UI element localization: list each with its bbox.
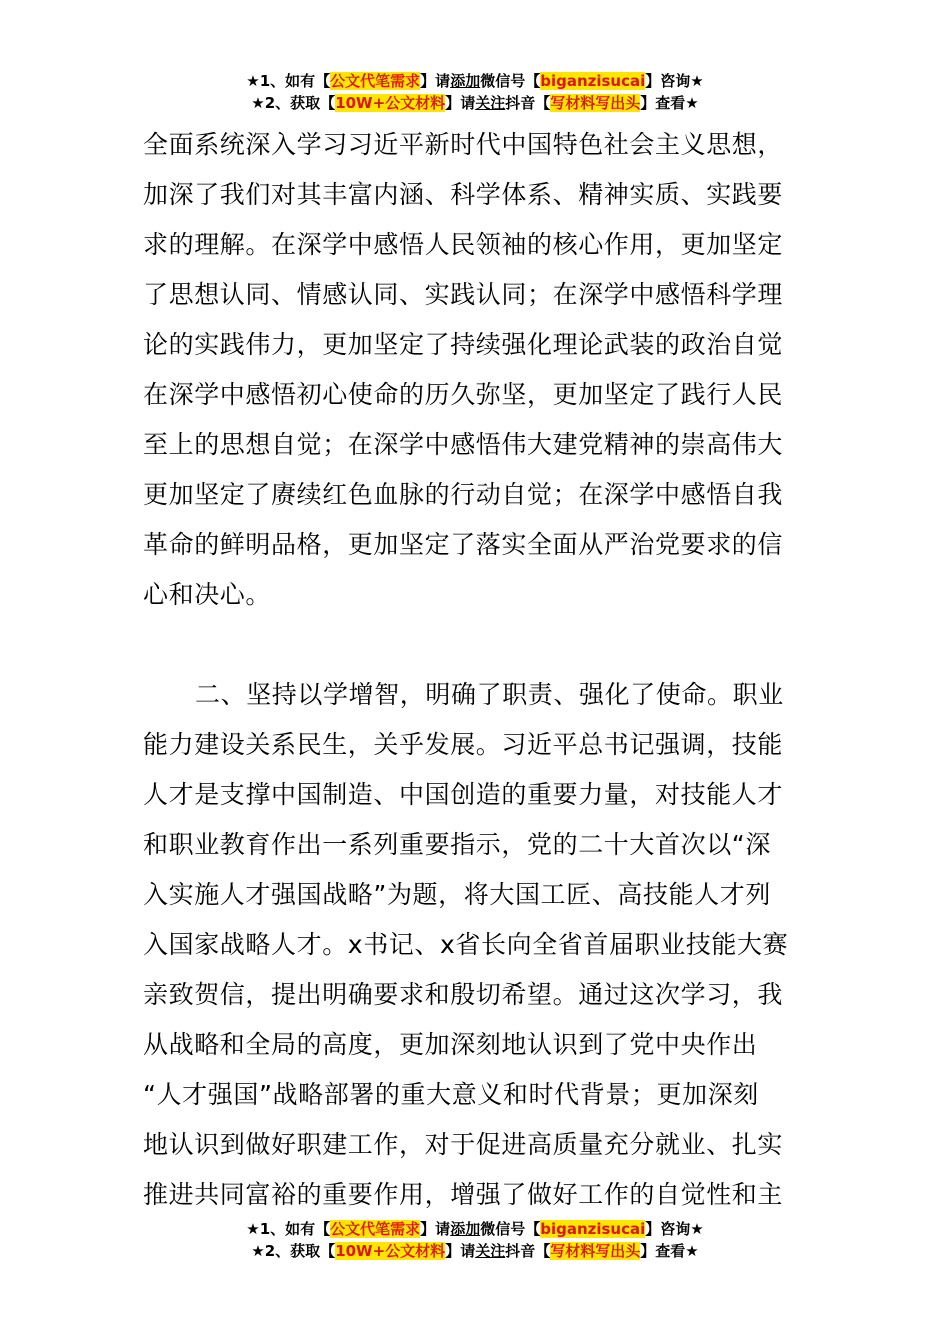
- text-line: 入实施人才强国战略”为题，将大国工匠、高技能人才列: [143, 880, 771, 909]
- banner-text: 微信号【: [480, 1220, 541, 1238]
- text-line: 了思想认同、情感认同、实践认同；在深学中感悟科学理: [143, 280, 784, 309]
- banner-highlight: biganzisucai: [540, 72, 646, 90]
- banner-highlight: 公文代笔需求: [330, 1220, 421, 1238]
- banner-text: ★2、获取【: [251, 1242, 336, 1260]
- banner-underlined: 关注: [475, 1242, 506, 1260]
- banner-text: 】请: [445, 94, 476, 112]
- banner-text: 】请: [445, 1242, 476, 1260]
- banner-text: 】咨询★: [645, 1220, 704, 1238]
- text-line: 至上的思想自觉；在深学中感悟伟大建党精神的崇高伟大: [143, 430, 784, 459]
- banner-line-2: [0, 1240, 950, 1262]
- text-line: 全面系统深入学习习近平新时代中国特色社会主义思想，: [143, 130, 784, 159]
- banner-highlight: biganzisucai: [540, 1220, 646, 1238]
- banner-text: 】请: [420, 72, 451, 90]
- banner-highlight: 公文代笔需求: [330, 72, 421, 90]
- banner-text: ★1、如有【: [246, 1220, 331, 1238]
- banner-text: ★1、如有【: [246, 72, 331, 90]
- text-line: 更加坚定了赓续红色血脉的行动自觉；在深学中感悟自我: [143, 480, 784, 509]
- paragraph-2: [143, 670, 813, 1220]
- text-line: 人才是支撑中国制造、中国创造的重要力量，对技能人才: [143, 780, 784, 809]
- banner-text: 】咨询★: [645, 72, 704, 90]
- text-line: 在深学中感悟初心使命的历久弥坚，更加坚定了践行人民: [143, 380, 784, 409]
- bottom-banner: [0, 1218, 950, 1262]
- banner-highlight: 写材料写出头: [550, 1242, 641, 1260]
- text-line: 和职业教育作出一系列重要指示，党的二十大首次以“深: [143, 830, 771, 859]
- banner-highlight: 10W+公文材料: [335, 94, 446, 112]
- banner-text: 微信号【: [480, 72, 541, 90]
- banner-line-1: [0, 70, 950, 92]
- text-line: 求的理解。在深学中感悟人民领袖的核心作用，更加坚定: [143, 230, 784, 259]
- text-line: “人才强国”战略部署的重大意义和时代背景；更加深刻: [143, 1080, 759, 1109]
- banner-underlined: 关注: [475, 94, 506, 112]
- text-line: 推进共同富裕的重要作用，增强了做好工作的自觉性和主: [143, 1180, 784, 1209]
- text-line: 地认识到做好职建工作，对于促进高质量充分就业、扎实: [143, 1130, 784, 1159]
- text-line: 亲致贺信，提出明确要求和殷切希望。通过这次学习，我: [143, 980, 784, 1009]
- banner-text: 抖音【: [505, 1242, 551, 1260]
- banner-highlight: 写材料写出头: [550, 94, 641, 112]
- banner-text: ★2、获取【: [251, 94, 336, 112]
- text-line: 从战略和全局的高度，更加深刻地认识到了党中央作出: [143, 1030, 758, 1059]
- text-line: 加深了我们对其丰富内涵、科学体系、精神实质、实践要: [143, 180, 784, 209]
- text-line: 论的实践伟力，更加坚定了持续强化理论武装的政治自觉: [143, 330, 784, 359]
- banner-text: 】查看★: [640, 94, 699, 112]
- text-line: 能力建设关系民生，关乎发展。习近平总书记强调，技能: [143, 730, 784, 759]
- banner-text: 】请: [420, 1220, 451, 1238]
- banner-line-2: [0, 92, 950, 114]
- top-banner: [0, 70, 950, 114]
- banner-underlined: 添加: [450, 1220, 481, 1238]
- banner-line-1: [0, 1218, 950, 1240]
- banner-highlight: 10W+公文材料: [335, 1242, 446, 1260]
- banner-text: 抖音【: [505, 94, 551, 112]
- paragraph-1: [143, 120, 813, 620]
- text-line: 入国家战略人才。x书记、x省长向全省首届职业技能大赛: [143, 930, 789, 959]
- text-line: 二、坚持以学增智，明确了职责、强化了使命。职业: [195, 680, 784, 709]
- banner-text: 】查看★: [640, 1242, 699, 1260]
- text-line: 心和决心。: [143, 580, 272, 609]
- banner-underlined: 添加: [450, 72, 481, 90]
- text-line: 革命的鲜明品格，更加坚定了落实全面从严治党要求的信: [143, 530, 784, 559]
